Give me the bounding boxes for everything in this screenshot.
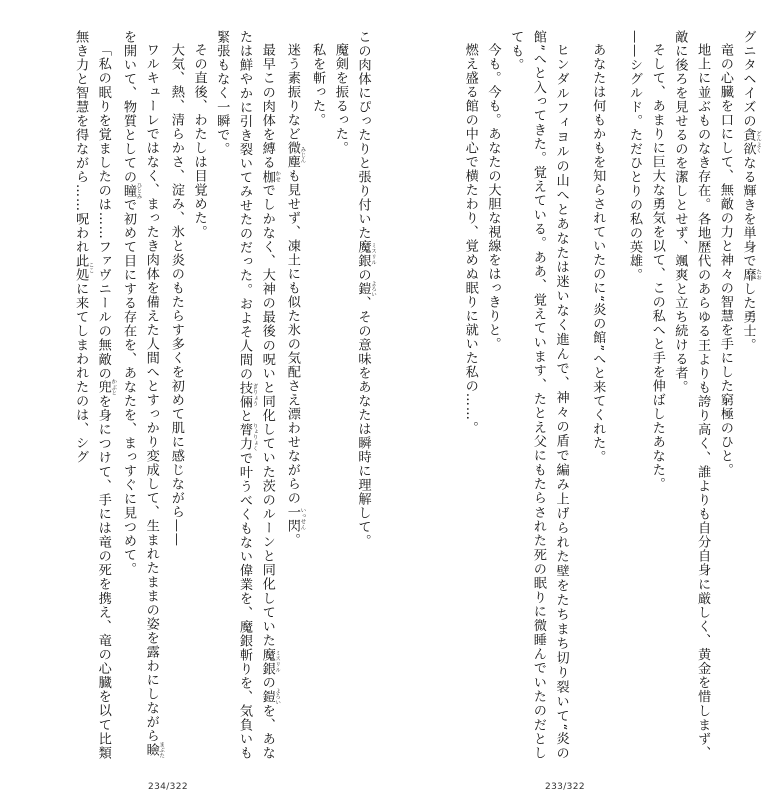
page-number-left: 234/322 [148, 782, 188, 792]
paragraph: 燃え盛る館の中心で横たわり、覚めぬ眠りに就いた私の……。 [462, 43, 478, 435]
paragraph: そして、あまりに巨大な勇気を以て、この私へと手を伸ばしたあなた。 [649, 43, 665, 491]
paragraph: 「私の眠りを覚ましたのは……ファヴニールの無敵の兜 かぶとを身につけて、手には竜の死を携え、竜の心臓を以て比類無き力と智慧を得ながら……呪われ此処 ここに来てしまわれたのは、シグ [73, 30, 117, 760]
paragraph: グニタヘイズの貪欲 どんよくなる輝きを単身で靡 たおした勇士。 [740, 30, 761, 352]
page-right-text-column [386, 30, 773, 760]
spread-container [0, 30, 773, 770]
paragraph: 今も。今も。あなたの大胆な視線をはっきりと。 [485, 43, 501, 352]
page-number-right: 233/322 [545, 782, 585, 792]
paragraph: ——シグルド。ただひとりの私の英雄。 [626, 30, 642, 282]
paragraph: あなたは何もかもを知らされていたのに“炎の館”へと来てくれた。 [590, 43, 606, 465]
paragraph: 私を斬った。 [310, 43, 326, 128]
paragraph: ヒンダルフィヨルの山へとあなたは迷いなく進んで、神々の盾で編み上げられた壁をたちまち切り裂いて“炎の館”へと入ってきた。覚えている。ああ、覚えています、たとえ父にもたらされた死の眠りに微睡んでいたのだとしても。 [508, 30, 569, 760]
paragraph: ワルキューレではなく、まったき肉体を備えた人間へとすっかり変成して、生まれたままの姿を露わにしながら瞼 まぶたを開いて、物質としての瞳 ひとみで初めて目にする存在を、あなたを、まっすぐに見つめて。 [120, 30, 165, 759]
paragraph: 迷う素振りなど微塵 みじんも見せず、凍土にも似た氷の気配さえ漂わせながらの一閃 いっせん。 [284, 43, 306, 547]
paragraph: 大気、熱、清らかさ、淀み、氷と炎のもたらす多くを初めて肌に感じながら—— [168, 43, 184, 547]
paragraph: この肉体にぴったりと張り付いた魔銀 ミスリルの鎧 よろい、その意味をあなたは瞬時に理解して。 [355, 30, 376, 548]
paragraph: 竜の心臓を口にして、無敵の力と神々の智慧を手にした窮極のひと。 [717, 43, 733, 477]
paragraph: その直後、わたしは目覚めた。 [191, 43, 207, 240]
paragraph: 地上に並ぶものなき存在。各地歴代のあらゆる王よりも誇り高く、誰よりも自分自身に厳しく、黄金を惜しまず、敵に後ろを見せるのを潔しとせず、颯爽と立ち続ける者。 [672, 30, 711, 760]
paragraph: 最早この肉体を縛る枷 かせでしかなく、大神の最後の呪いと同化していた茨のルーンと同化していた魔銀 ミスリルの鎧 よろいを、あなたは鮮やかに引き裂いてみせたのだった。およそ人間の技倆 ぎりょうと膂力 りょりょくで叶うべくもない偉業を、魔銀斬りを、気負いも緊張もなく一瞬で。 [214, 30, 281, 760]
page-left-text-column [0, 30, 386, 760]
paragraph: 魔剣を振るった。 [332, 43, 348, 156]
